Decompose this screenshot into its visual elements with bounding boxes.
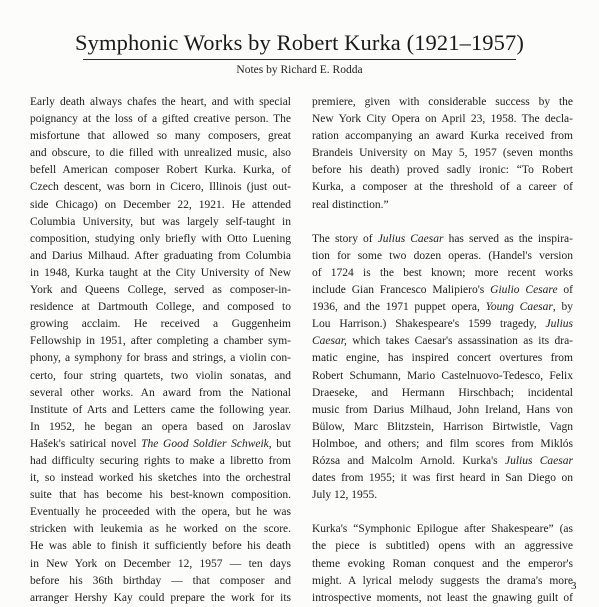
text-line: arranger Hershy Kay could prepare the work for its xyxy=(30,591,291,604)
text-line: He was able to finish it sufficiently before his death xyxy=(30,540,291,553)
text-line: York and Queens College, served as composer-in- xyxy=(30,284,291,297)
text-line: Institute of Arts and Letters came the following year. xyxy=(30,403,291,416)
text-line: might. A lyrical melody suggests the drama's more xyxy=(312,574,573,587)
text-line: Rózsa and Malcolm Arnold. Kurka's Julius Caesar xyxy=(312,454,573,467)
text-line: poignancy at the loss of a gifted creative person. The xyxy=(30,113,291,126)
text-line: Bülow, Marc Blitzstein, Harrison Birtwistle, Vagn xyxy=(312,420,573,433)
text-line: Robert Schumann, Mario Castelnuovo-Tedesco, Felix xyxy=(312,369,573,382)
text-line: before his 36th birthday — that composer and xyxy=(30,574,291,587)
left-column xyxy=(30,94,291,607)
text-line: Draeseke, and Hermann Hirschbach; incidental xyxy=(312,386,573,399)
text-line: In 1952, he began an opera based on Jaroslav xyxy=(30,420,291,433)
text-line: real distinction.” xyxy=(312,198,389,211)
text-line: phony, a symphony for brass and strings, a violin con- xyxy=(30,352,291,365)
text-line: New York City Opera on April 23, 1958. The decla- xyxy=(312,113,573,126)
text-line: introspective moments, not least the gnawing guilt of xyxy=(312,591,573,604)
text-line: composition, studying only briefly with Otto Luening xyxy=(30,232,291,245)
text-line: of 1724 is the best known; more recent works xyxy=(312,266,573,279)
text-line: Brandeis University on May 5, 1957 (seven months xyxy=(312,147,573,160)
text-line: residence at Dartmouth College, and composed to xyxy=(30,301,291,314)
text-line: befell American composer Robert Kurka. Kurka, of xyxy=(30,164,291,177)
text-line: and Darius Milhaud. After graduating from Columbia xyxy=(30,249,291,262)
text-line: misfortune that allowed so many composers, great xyxy=(30,130,291,143)
text-line: and obscure, to die filled with unrealized music, also xyxy=(30,147,291,160)
text-line: Czech descent, was born in Cicero, Illinois (just out- xyxy=(30,181,291,194)
text-line: in 1948, Kurka taught at the City University of New xyxy=(30,266,291,279)
page-number: 3 xyxy=(571,580,577,592)
text-line: Caesar, which takes Caesar's assassination as its dra- xyxy=(312,335,573,348)
text-line: the piece is subtitled) opens with an aggressive xyxy=(312,540,573,553)
text-line: Lou Harrison.) Shakespeare's 1599 tragedy, Julius xyxy=(312,318,573,331)
text-line: several other works. An award from the National xyxy=(30,386,291,399)
text-line: Eventually he proceeded with the opera, but he was xyxy=(30,506,291,519)
text-line: July 12, 1955. xyxy=(312,489,378,502)
paragraph-premiere xyxy=(312,94,573,214)
text-line: had difficulty securing rights to make a libretto from xyxy=(30,454,291,467)
text-line: include Gian Francesco Malipiero's Giulio Cesare of xyxy=(312,284,573,297)
text-line: premiere, given with considerable success by the xyxy=(312,96,573,108)
text-line: Early death always chafes the heart, and with special xyxy=(30,96,291,108)
text-line: Fellowship in 1951, after completing a chamber sym- xyxy=(30,335,291,348)
text-line: before his death) proved sadly ironic: “To Robert xyxy=(312,164,573,177)
text-line: music from Darius Milhaud, John Ireland, Hans von xyxy=(312,403,573,416)
text-line: Holmboe, and others; and film scores from Miklós xyxy=(312,437,573,450)
paragraph-biography xyxy=(30,94,291,607)
paragraph-gap xyxy=(312,214,573,231)
text-line: matic engine, has inspired concert overtures from xyxy=(312,352,573,365)
paragraph-epilogue xyxy=(312,521,573,606)
byline: Notes by Richard E. Rodda xyxy=(236,64,363,76)
text-line: Kurka's “Symphonic Epilogue after Shakespeare” (as xyxy=(312,523,573,536)
text-line: stricken with leukemia as he worked on the score. xyxy=(30,523,291,536)
text-line: ration accompanying an award Kurka received from xyxy=(312,130,573,143)
text-line: Columbia University, but was largely self-taught in xyxy=(30,215,291,228)
text-line: side Chicago) on December 22, 1921. He attended xyxy=(30,198,291,211)
text-line: certo, four string quartets, two violin sonatas, and xyxy=(30,369,291,382)
text-line: Hašek's satirical novel The Good Soldier Schweik, but xyxy=(30,437,291,450)
text-line: suite that has become his best-known composition. xyxy=(30,489,291,502)
text-line: The story of Julius Caesar has served as the inspira- xyxy=(312,232,573,245)
page-title: Symphonic Works by Robert Kurka (1921–1957) xyxy=(75,30,524,55)
text-line: growing acclaim. He received a Guggenheim xyxy=(30,318,291,331)
text-line: it, so instead worked his sketches into the orchestral xyxy=(30,472,291,485)
right-column xyxy=(312,94,573,607)
text-line: dates from 1955; it was first heard in San Diego on xyxy=(312,472,573,485)
text-line: tion for some two dozen operas. (Handel's version xyxy=(312,249,573,262)
text-line: in New York on December 12, 1957 — ten days xyxy=(30,557,291,570)
title-rule xyxy=(83,59,516,60)
text-line: theme evoking Roman conquest and the emperor's xyxy=(312,557,573,570)
paragraph-julius-caesar xyxy=(312,231,573,505)
paragraph-gap xyxy=(312,504,573,521)
text-line: Kurka, a composer at the threshold of a career of xyxy=(312,181,573,194)
text-line: 1936, and the 1971 puppet opera, Young Caesar, by xyxy=(312,301,573,314)
